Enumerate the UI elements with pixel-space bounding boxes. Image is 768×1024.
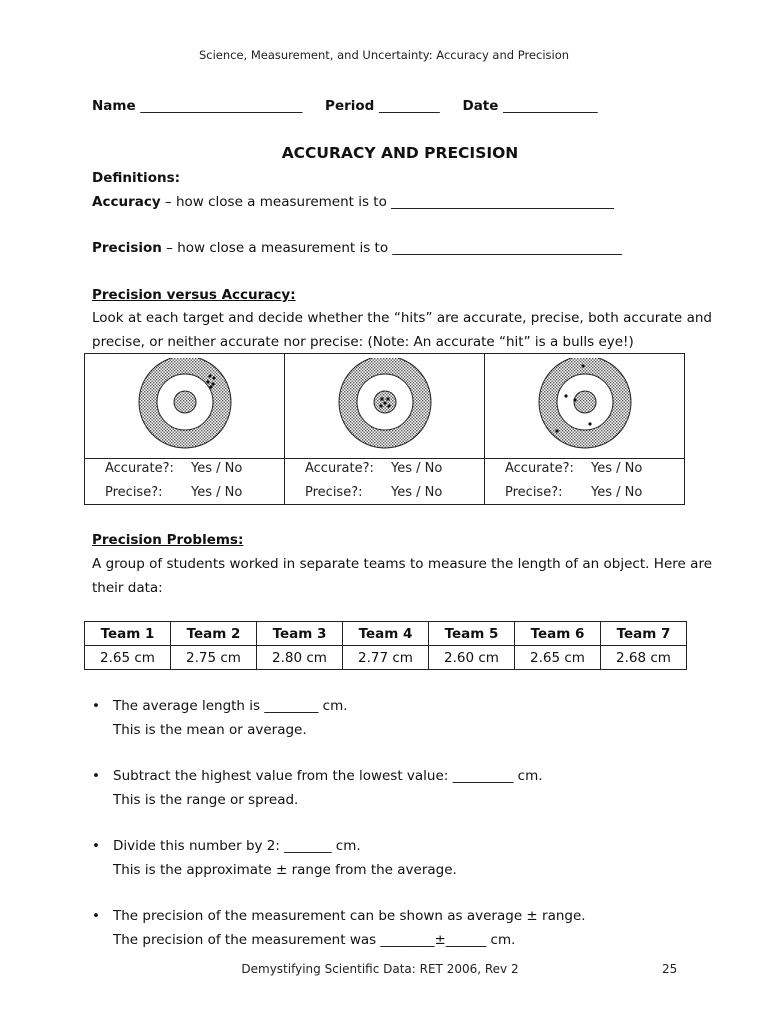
date-blank: ______________: [503, 98, 598, 114]
bullet-dot-icon: •: [92, 838, 100, 854]
table-header-cell: Team 7: [601, 622, 687, 646]
name-label: Name: [92, 98, 136, 114]
targets-table: [84, 353, 685, 505]
table-cell: 2.65 cm: [85, 646, 171, 670]
accuracy-definition: [92, 194, 614, 210]
student-info-line: [92, 98, 692, 114]
target-1-precise-question: [105, 485, 243, 500]
precision-problems-heading: Precision Problems:: [92, 532, 244, 548]
accuracy-term: Accuracy: [92, 194, 161, 210]
page-footer: Demystifying Scientific Data: RET 2006, Rev 2: [241, 962, 519, 976]
table-row: [85, 646, 687, 670]
table-cell: 2.65 cm: [515, 646, 601, 670]
date-field: [462, 98, 597, 114]
target-1-accurate-question: [105, 461, 243, 476]
table-cell: 2.77 cm: [343, 646, 429, 670]
bullet-line: Subtract the highest value from the lowest value: _________ cm.: [113, 768, 543, 784]
accurate-label: Accurate?:: [505, 461, 574, 476]
precision-text: – how close a measurement is to __________________________________: [161, 240, 622, 256]
page-number: 25: [662, 962, 678, 976]
team-measurements-table: [84, 621, 687, 670]
table-header-cell: Team 4: [343, 622, 429, 646]
precision-problems-intro: A group of students worked in separate teams to measure the length of an object. Here are their data:: [92, 556, 712, 596]
running-header: Science, Measurement, and Uncertainty: Accuracy and Precision: [198, 48, 570, 62]
target-instructions: Look at each target and decide whether the “hits” are accurate, precise, both accurate and precise, or neither accurate nor precise: (Note: An accurate “hit” is a bulls eye!): [92, 310, 712, 350]
table-header-cell: Team 3: [257, 622, 343, 646]
table-header-cell: Team 1: [85, 622, 171, 646]
bullet-subline: This is the approximate ± range from the average.: [113, 862, 457, 878]
name-field: [92, 98, 302, 114]
precise-label: Precise?:: [505, 485, 563, 500]
precise-yes-no[interactable]: Yes / No: [191, 485, 243, 500]
target-cell-3: [485, 354, 685, 504]
bullet-subline: The precision of the measurement was ________±______ cm.: [113, 932, 516, 948]
target-2-accurate-question: [305, 461, 443, 476]
bullet-dot-icon: •: [92, 768, 100, 784]
bullet-line: The average length is ________ cm.: [113, 698, 348, 714]
precise-label: Precise?:: [305, 485, 363, 500]
precise-label: Precise?:: [105, 485, 163, 500]
target-2-illustration: [335, 358, 435, 458]
target-3-illustration: [535, 358, 635, 458]
accurate-label: Accurate?:: [305, 461, 374, 476]
bullet-dot-icon: •: [92, 908, 100, 924]
bullet-subline: This is the range or spread.: [113, 792, 299, 808]
bullet-line: The precision of the measurement can be shown as average ± range.: [113, 908, 586, 924]
target-1-illustration: [135, 358, 235, 458]
period-blank: _________: [379, 98, 440, 114]
target-2-precise-question: [305, 485, 443, 500]
target-3-precise-question: [505, 485, 643, 500]
table-header-cell: Team 5: [429, 622, 515, 646]
precision-vs-accuracy-heading: Precision versus Accuracy:: [92, 287, 296, 303]
bullet-subline: This is the mean or average.: [113, 722, 307, 738]
precision-term: Precision: [92, 240, 162, 256]
bullet-dot-icon: •: [92, 698, 100, 714]
accurate-yes-no[interactable]: Yes / No: [191, 461, 243, 476]
accurate-yes-no[interactable]: Yes / No: [391, 461, 443, 476]
precise-yes-no[interactable]: Yes / No: [391, 485, 443, 500]
accurate-yes-no[interactable]: Yes / No: [591, 461, 643, 476]
table-cell: 2.80 cm: [257, 646, 343, 670]
period-field: [325, 98, 440, 114]
table-header-cell: Team 6: [515, 622, 601, 646]
bullet-line: Divide this number by 2: _______ cm.: [113, 838, 361, 854]
definitions-label: Definitions:: [92, 170, 181, 186]
table-header-cell: Team 2: [171, 622, 257, 646]
target-3-accurate-question: [505, 461, 643, 476]
period-label: Period: [325, 98, 375, 114]
table-cell: 2.75 cm: [171, 646, 257, 670]
page-title: ACCURACY AND PRECISION: [281, 144, 519, 162]
name-blank: ________________________: [140, 98, 303, 114]
target-cell-2: [285, 354, 485, 504]
table-header-row: [85, 622, 687, 646]
table-cell: 2.68 cm: [601, 646, 687, 670]
accurate-label: Accurate?:: [105, 461, 174, 476]
precision-definition: [92, 240, 622, 256]
precise-yes-no[interactable]: Yes / No: [591, 485, 643, 500]
target-cell-1: [85, 354, 285, 504]
table-cell: 2.60 cm: [429, 646, 515, 670]
date-label: Date: [462, 98, 499, 114]
accuracy-text: – how close a measurement is to _________________________________: [160, 194, 614, 210]
